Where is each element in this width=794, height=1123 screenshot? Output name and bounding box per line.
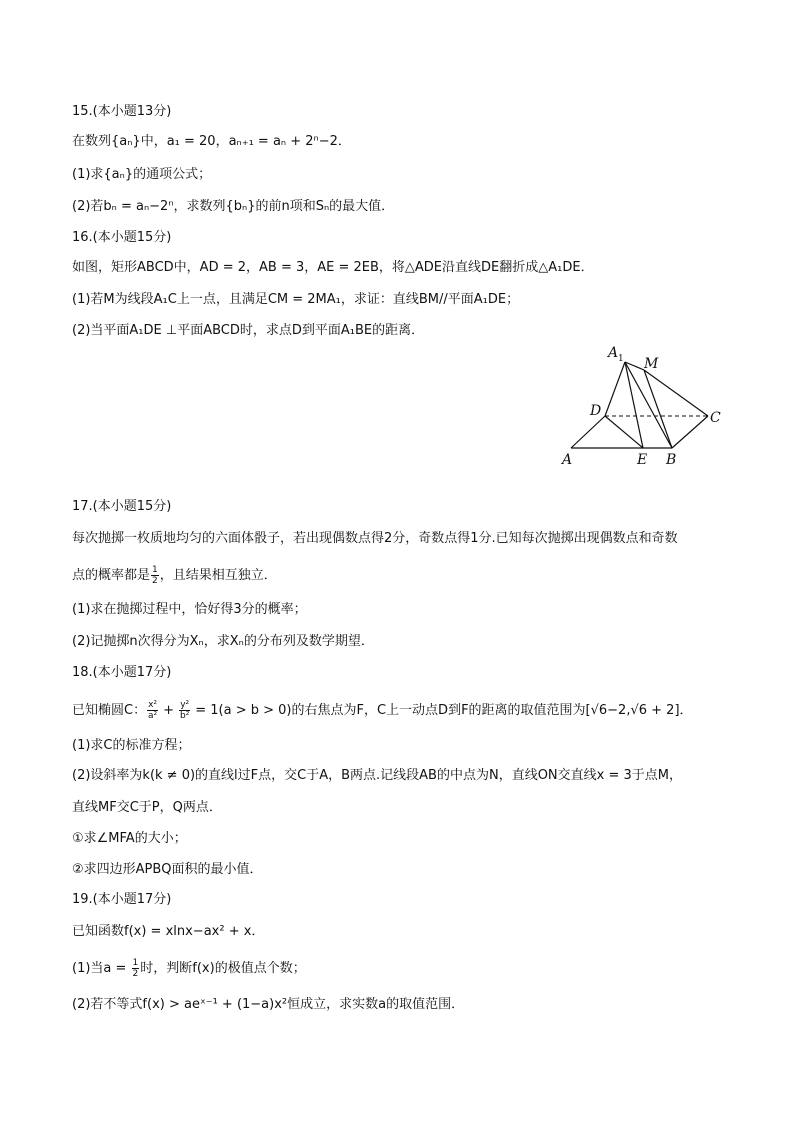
q19-header: 19.(本小题17分): [72, 892, 172, 907]
q16-part2: (2)当平面A₁DE ⊥平面ABCD时，求点D到平面A₁BE的距离．: [72, 323, 425, 338]
q18-header: 18.(本小题17分): [72, 665, 172, 680]
q19-frac-den: 2: [132, 969, 139, 979]
q17-fraction: [151, 565, 159, 586]
label-A: A: [562, 452, 573, 468]
q17-stem-line2-b: ，且结果相互独立．: [159, 568, 277, 583]
q17-part2: (2)记抛掷n次得分为Xₙ，求Xₙ的分布列及数学期望．: [72, 634, 374, 649]
fold-figure: [555, 340, 735, 472]
label-B: B: [666, 452, 677, 468]
q18-part1: (1)求C的标准方程；: [72, 738, 191, 753]
q15-header: 15.(本小题13分): [72, 104, 172, 119]
q19-part1-a: (1)当a =: [72, 961, 131, 976]
q17-stem-line2: [72, 565, 277, 586]
q16-header: 16.(本小题15分): [72, 230, 172, 245]
edge-A-D: [571, 416, 605, 448]
q18-stem-a: 已知椭圆C：: [72, 703, 147, 718]
q18-stem-b: = 1(a > b > 0)的右焦点为F，C上一动点D到F的距离的取值范围为[√6−2,√6 + 2]．: [191, 703, 693, 718]
q18-fraction-y: [179, 700, 190, 721]
edge-A1-D: [605, 362, 625, 416]
label-A1: A: [608, 345, 619, 361]
edge-A1-B: [625, 362, 672, 448]
q17-stem-line2-a: 点的概率都是: [72, 568, 151, 583]
label-C: C: [710, 410, 721, 426]
edge-B-C: [672, 416, 708, 448]
q17-frac-num: 1: [152, 565, 158, 575]
label-E: E: [637, 452, 648, 468]
q19-part1-b: 时，判断f(x)的极值点个数；: [140, 961, 306, 976]
q18-stem: [72, 700, 693, 721]
edge-M-B: [644, 370, 672, 448]
q18-frac2-num: y²: [180, 700, 190, 710]
q17-stem-line1: 每次抛掷一枚质地均匀的六面体骰子，若出现偶数点得2分，奇数点得1分.已知每次抛掷出现偶数点和奇数: [72, 531, 678, 546]
label-M: M: [644, 356, 659, 372]
q16-stem: 如图，矩形ABCD中，AD = 2，AB = 3，AE = 2EB，将△ADE沿直线DE翻折成△A₁DE．: [72, 260, 594, 275]
q18-part2-line1: (2)设斜率为k(k ≠ 0)的直线l过F点，交C于A，B两点.记线段AB的中点为N，直线ON交直线x = 3于点M，: [72, 768, 682, 783]
q16-part1: (1)若M为线段A₁C上一点，且满足CM = 2MA₁，求证：直线BM//平面A₁DE；: [72, 292, 520, 307]
q17-part1: (1)求在抛掷过程中，恰好得3分的概率；: [72, 602, 307, 617]
q18-fraction-x: [147, 700, 158, 721]
label-A1-sub: 1: [618, 354, 624, 364]
q15-part2: (2)若bₙ = aₙ−2ⁿ，求数列{bₙ}的前n项和Sₙ的最大值．: [72, 199, 395, 214]
q15-stem: 在数列{aₙ}中，a₁ = 20，aₙ₊₁ = aₙ + 2ⁿ−2．: [72, 134, 351, 149]
q18-frac2-den: b²: [179, 711, 190, 721]
q18-sub1: ①求∠MFA的大小；: [72, 831, 187, 846]
q19-frac-num: 1: [132, 958, 139, 968]
q18-sub2: ②求四边形APBQ面积的最小值．: [72, 862, 263, 877]
q19-part1: [72, 958, 306, 979]
q18-frac1-num: x²: [148, 700, 158, 710]
q19-part2: (2)若不等式f(x) > aeˣ⁻¹ + (1−a)x²恒成立，求实数a的取值范围．: [72, 997, 465, 1012]
q18-plus: +: [159, 703, 179, 718]
q17-frac-den: 2: [152, 576, 158, 586]
q17-header: 17.(本小题15分): [72, 499, 172, 514]
label-D: D: [590, 403, 602, 419]
q18-frac1-den: a²: [147, 711, 158, 721]
q18-part2-line2: 直线MF交C于P，Q两点．: [72, 800, 222, 815]
edge-M-C: [644, 370, 708, 416]
q19-fraction: [132, 958, 140, 979]
q19-stem: 已知函数f(x) = xlnx−ax² + x．: [72, 924, 265, 939]
q15-part1: (1)求{aₙ}的通项公式；: [72, 167, 212, 182]
